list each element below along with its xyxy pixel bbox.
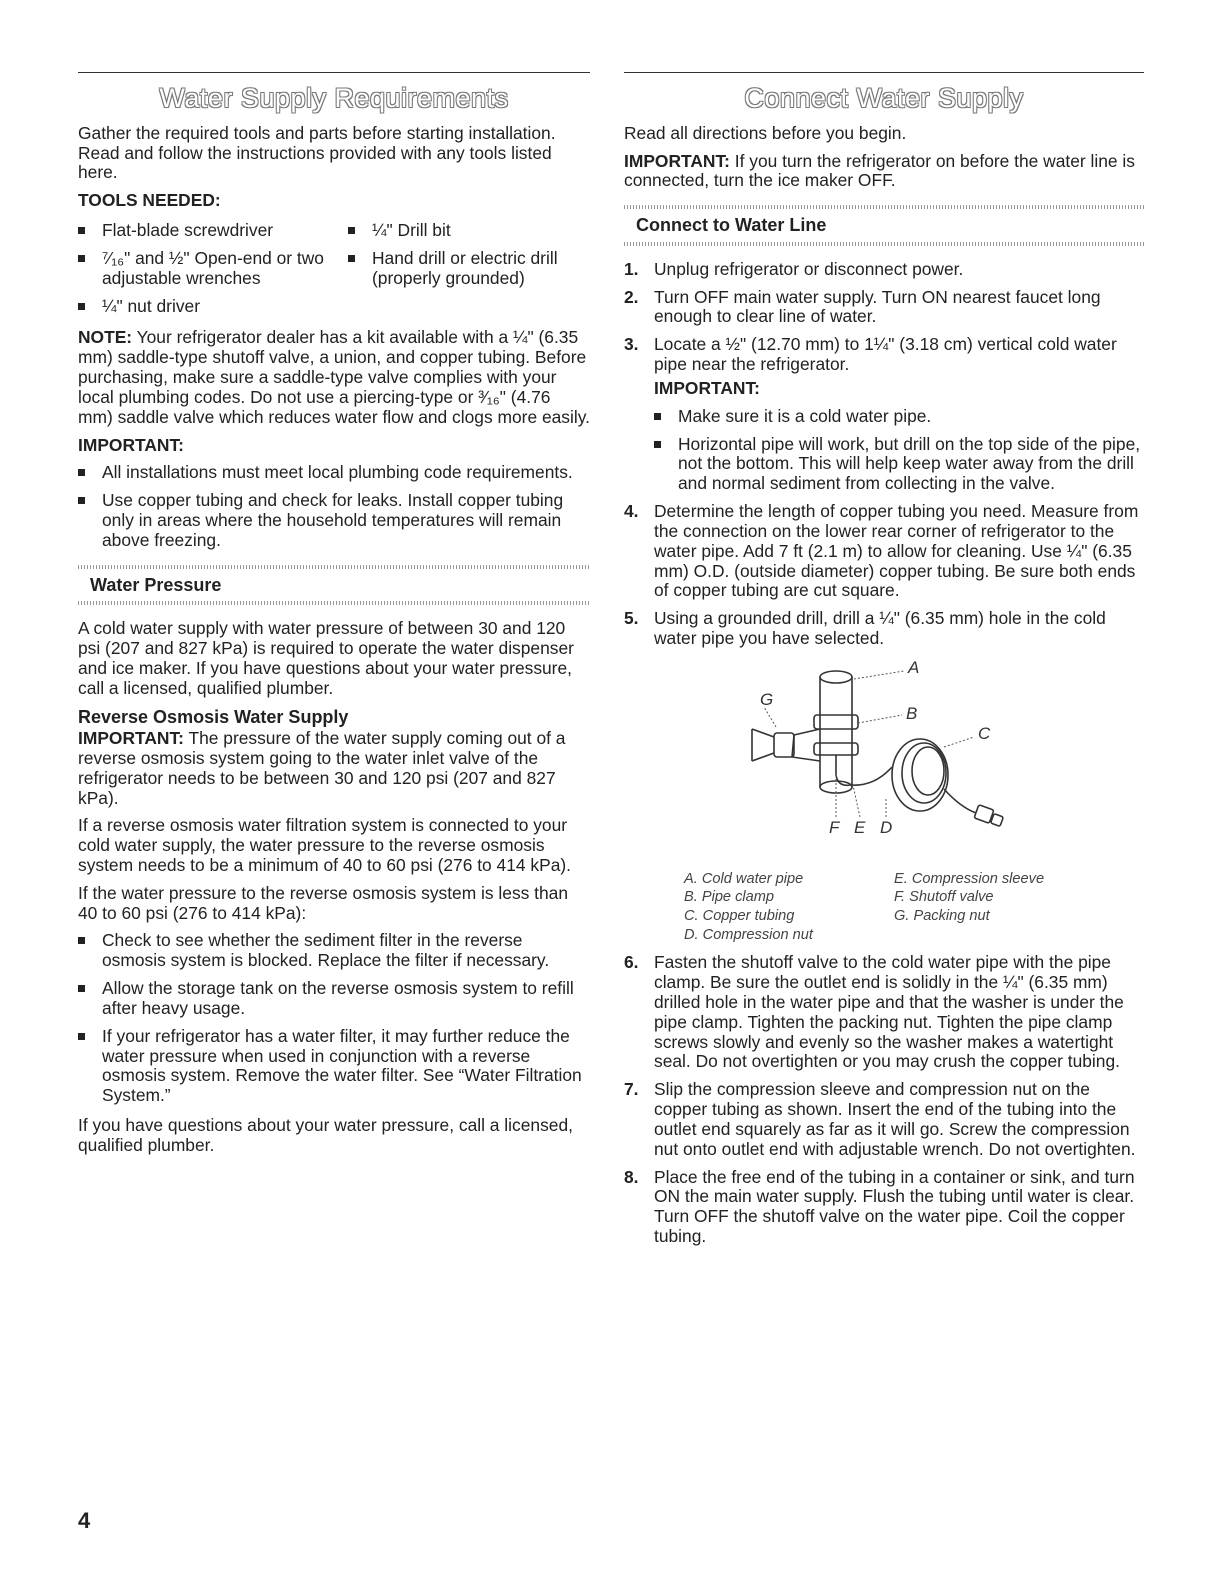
label-f: F [829,817,840,837]
list-item: Make sure it is a cold water pipe. [654,407,1144,427]
step-item [624,1168,1144,1247]
step-number: 1. [624,258,639,279]
closing-text: If you have questions about your water pressure, call a licensed, qualified plumber. [78,1115,573,1155]
figure-legend [624,871,1144,944]
step3-important-label: IMPORTANT: [654,377,760,398]
top-rule [624,72,1144,73]
tool-item: ¼" nut driver [78,297,348,317]
step-number: 4. [624,501,639,522]
dotted-rule [624,205,1144,209]
tools-list [78,221,590,316]
legend-item: C. Copper tubing [684,908,795,925]
list-item: Check to see whether the sediment filter in the reverse osmosis system is blocked. Replace the filter if necessary. [78,931,590,971]
packing-nut [774,733,794,757]
step-number: 3. [624,334,639,355]
list-item: All installations must meet local plumbing code requirements. [78,463,590,483]
tool-item: Hand drill or electric drill (properly grounded) [348,249,590,289]
section-title: Water Supply Requirements [159,83,509,113]
step-item [624,288,1144,328]
legend-item: D. Compression nut [684,926,813,943]
list-item: Use copper tubing and check for leaks. Install copper tubing only in areas where the household temperatures will remain above freezing. [78,491,590,550]
step-number: 6. [624,952,639,973]
legend-item: F. Shutoff valve [894,889,994,906]
step-text: Slip the compression sleeve and compression nut on the copper tubing as shown. Insert the end of the tubing into the outlet end squarely as far as it will go. Screw the compression nut onto outlet end with adjustable wrench. Do not overtighten. [654,1079,1136,1159]
label-g: G [760,689,774,709]
list-item: If your refrigerator has a water filter, it may further reduce the water pressure when used in conjunction with a reverse osmosis system. Remove the water filter. See “Water Filtration System.” [78,1027,590,1106]
step-text: Locate a ½" (12.70 mm) to 1¼" (3.18 cm) vertical cold water pipe near the refrigerator. [654,334,1117,375]
step-item [624,335,1144,494]
pressure-text: A cold water supply with water pressure of between 30 and 120 psi (207 and 827 kPa) is required to operate the water dispenser and ice maker. If you have questions about your water pressure, call a licensed, qualified plumber. [78,618,574,698]
copper-tubing [850,767,976,813]
important-label: IMPORTANT: [624,150,730,171]
label-b: B [906,703,918,723]
step3-list [654,407,1144,494]
tool-item: Flat-blade screwdriver [78,221,348,241]
important-label: IMPORTANT: [78,434,184,455]
label-e: E [854,817,866,837]
pipe-top [820,671,852,683]
note-paragraph [78,328,590,427]
intro-text: Read all directions before you begin. [624,122,907,143]
step-text: Fasten the shutoff valve to the cold water pipe with the pipe clamp. Be sure the outlet end is solidly in the ¼" (6.35 mm) drilled hole in the water pipe and that the washer is under the pipe clamp. Tighten the packing nut. Tighten the pipe clamp screws slowly and evenly so the washer makes a watertight seal. Do not overtighten or you may crush the copper tubing. [654,952,1124,1072]
note-label: NOTE: [78,327,133,348]
legend-item: B. Pipe clamp [684,889,775,906]
steps-list [624,260,1144,649]
important-text: If you turn the refrigerator on before the water line is connected, turn the ice maker OFF. [624,150,1135,191]
tool-item: ⁷⁄₁₆" and ½" Open-end or two adjustable wrenches [78,249,348,289]
step-number: 5. [624,608,639,629]
legend-item: E. Compression sleeve [894,870,1045,887]
step-item [624,953,1144,1072]
tool-item: ¼" Drill bit [348,221,590,241]
legend-item: A. Cold water pipe [684,870,804,887]
dotted-rule [624,242,1144,246]
ro-paragraph: If a reverse osmosis water filtration system is connected to your cold water supply, the water pressure to the reverse osmosis system needs to be a minimum of 40 to 60 psi (276 to 414 kPa). [78,815,571,875]
ro-paragraph: If the water pressure to the reverse osmosis system is less than 40 to 60 psi (276 to 414 kPa): [78,882,569,923]
step-text: Unplug refrigerator or disconnect power. [654,258,964,279]
intro-text: Gather the required tools and parts before starting installation. Read and follow the instructions provided with any tools listed here. [78,122,556,183]
step-number: 2. [624,286,639,307]
reverse-osmosis-heading: Reverse Osmosis Water Supply [78,706,349,727]
outlet-end [836,755,850,785]
section-title: Connect Water Supply [744,83,1024,113]
steps-list-continued [624,953,1144,1247]
tools-heading: TOOLS NEEDED: [78,190,221,211]
step-number: 7. [624,1079,639,1100]
compression-sleeve [991,813,1004,826]
ro-important-text: The pressure of the water supply coming out of a reverse osmosis system going to the water inlet valve of the refrigerator needs to be between 30 and 120 psi (207 and 827 kPa). [78,728,566,808]
ro-list [78,931,590,1106]
step-number: 8. [624,1166,639,1187]
valve-illustration [624,657,1144,869]
step-text: Determine the length of copper tubing you need. Measure from the connection on the lower rear corner of refrigerator to the water pipe. Add 7 ft (2.1 m) to allow for cleaning. Use ¼" (6.35 mm) O.D. (outside diameter) copper tubing. Be sure both ends of copper tubing are cut square. [654,501,1139,601]
step-item [624,260,1144,280]
step-text: Turn OFF main water supply. Turn ON nearest faucet long enough to clear line of water. [654,286,1101,327]
top-rule [78,72,590,73]
important-list [78,463,590,550]
step-item [624,609,1144,649]
right-column [624,72,1144,1255]
left-column [78,72,590,1164]
note-text: Your refrigerator dealer has a kit available with a ¼" (6.35 mm) saddle-type shutoff valve, a union, and copper tubing. Before purchasing, make sure a saddle-type valve complies with your local plumbing codes. Do not use a piercing-type or ³⁄₁₆" (4.76 mm) saddle valve which reduces water flow and clogs more easily. [78,327,590,427]
list-item: Horizontal pipe will work, but drill on the top side of the pipe, not the bottom. This will help keep water away from the drill and normal sediment from collecting in the valve. [654,435,1144,494]
connect-line-heading: Connect to Water Line [636,215,827,236]
step-text: Place the free end of the tubing in a container or sink, and turn ON the main water supply. Flush the tubing until water is clear. Turn OFF the shutoff valve on the water pipe. Coil the copper tubing. [654,1166,1135,1247]
list-item: Allow the storage tank on the reverse osmosis system to refill after heavy usage. [78,979,590,1019]
important-paragraph [624,152,1144,192]
label-a: A [908,657,920,677]
step-item [624,1080,1144,1159]
label-c: C [978,723,991,743]
water-pressure-heading: Water Pressure [90,574,222,595]
shutoff-valve [792,729,820,761]
ro-important-label: IMPORTANT: [78,728,184,749]
legend-item: G. Packing nut [894,908,990,925]
dotted-rule [78,601,590,605]
tubing-coil [912,747,944,795]
dotted-rule [78,565,590,569]
label-d: D [880,817,893,837]
ro-important [78,729,590,808]
valve-handle [752,729,774,761]
step-text: Using a grounded drill, drill a ¼" (6.35 mm) hole in the cold water pipe you have selected. [654,608,1106,649]
page-number: 4 [78,1508,91,1533]
shutoff-valve-figure [624,657,1144,869]
step-item [624,502,1144,601]
